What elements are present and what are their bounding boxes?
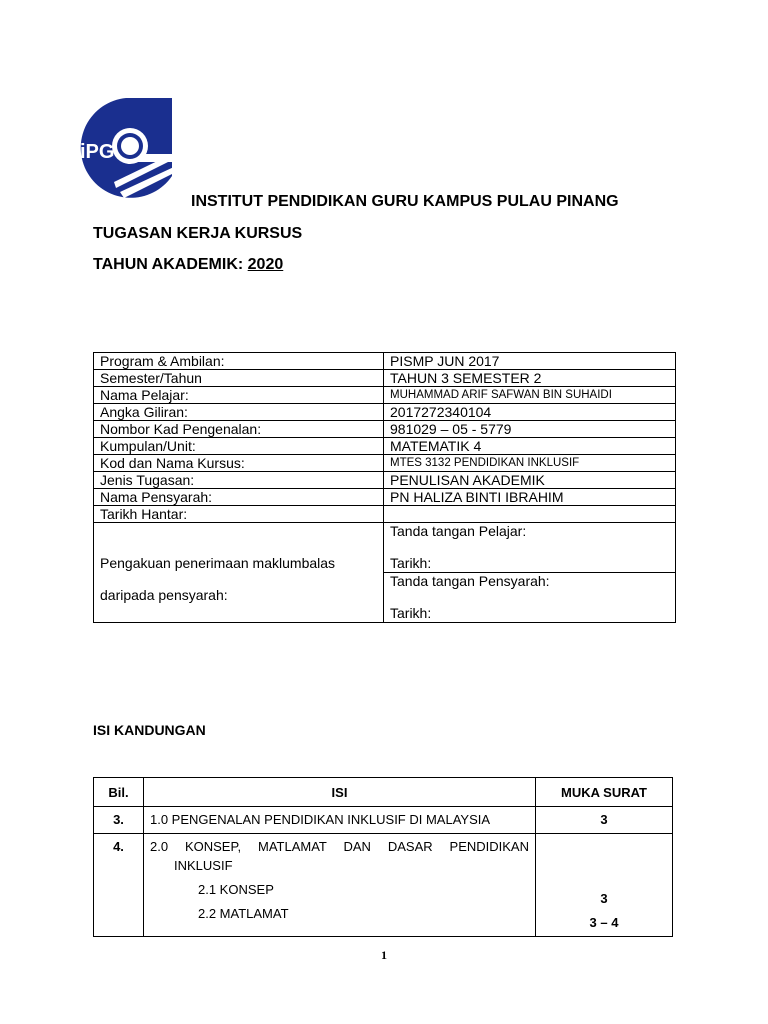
info-label: Kumpulan/Unit: — [94, 438, 384, 455]
info-label: Kod dan Nama Kursus: — [94, 455, 384, 472]
svg-text:iPG: iPG — [80, 141, 115, 163]
table-row — [94, 489, 676, 506]
header-bil: Bil. — [94, 778, 144, 807]
ack-line-2: daripada pensyarah: — [100, 587, 228, 603]
academic-year-label: TAHUN AKADEMIK: — [93, 256, 244, 273]
info-value: MATEMATIK 4 — [384, 438, 676, 455]
student-date-label: Tarikh: — [390, 555, 432, 571]
table-row — [94, 370, 676, 387]
info-value — [384, 506, 676, 523]
toc-ms — [536, 834, 673, 937]
page-number: 1 — [381, 948, 387, 962]
table-row — [94, 472, 676, 489]
table-row — [94, 455, 676, 472]
toc-isi-line2: INKLUSIF — [174, 858, 233, 873]
info-value: MUHAMMAD ARIF SAFWAN BIN SUHAIDI — [384, 387, 676, 404]
academic-year-value: 2020 — [247, 256, 284, 273]
toc-bil: 3. — [94, 807, 144, 834]
toc-isi — [144, 834, 536, 937]
info-label: Nama Pelajar: — [94, 387, 384, 404]
info-value: 2017272340104 — [384, 404, 676, 421]
toc-ms: 3 — [536, 807, 673, 834]
info-value: PN HALIZA BINTI IBRAHIM — [384, 489, 676, 506]
info-label: Semester/Tahun — [94, 370, 384, 387]
student-info-table — [93, 352, 676, 623]
toc-table — [93, 777, 673, 937]
table-row — [94, 438, 676, 455]
info-label: Program & Ambilan: — [94, 353, 384, 370]
info-value: MTES 3132 PENDIDIKAN INKLUSIF — [384, 455, 676, 472]
toc-ms-konsep: 3 — [600, 891, 608, 906]
acknowledgement-cell — [94, 523, 384, 623]
table-row — [94, 404, 676, 421]
info-label: Nombor Kad Pengenalan: — [94, 421, 384, 438]
lecturer-signature-cell — [384, 573, 676, 623]
info-label: Angka Giliran: — [94, 404, 384, 421]
table-row — [94, 807, 673, 834]
info-label: Tarikh Hantar: — [94, 506, 384, 523]
toc-isi: 1.0 PENGENALAN PENDIDIKAN INKLUSIF DI MALAYSIA — [144, 807, 536, 834]
header-isi: ISI — [144, 778, 536, 807]
ipg-logo — [76, 96, 176, 204]
toc-sub-matlamat: 2.2 MATLAMAT — [198, 906, 289, 921]
info-label: Nama Pensyarah: — [94, 489, 384, 506]
table-row — [94, 506, 676, 523]
info-value: PENULISAN AKADEMIK — [384, 472, 676, 489]
info-value: TAHUN 3 SEMESTER 2 — [384, 370, 676, 387]
lecturer-signature-label: Tanda tangan Pensyarah: — [390, 573, 550, 589]
student-signature-cell — [384, 523, 676, 573]
table-row — [94, 353, 676, 370]
toc-bil: 4. — [94, 834, 144, 937]
table-row — [94, 421, 676, 438]
toc-ms-matlamat: 3 – 4 — [589, 915, 619, 930]
toc-sub-konsep: 2.1 KONSEP — [198, 882, 274, 897]
toc-isi-line1: 2.0 KONSEP, MATLAMAT DAN DASAR PENDIDIKAN — [150, 839, 529, 854]
lecturer-date-label: Tarikh: — [390, 605, 432, 621]
info-value: 981029 – 05 - 5779 — [384, 421, 676, 438]
table-row — [94, 387, 676, 404]
table-row — [94, 834, 673, 937]
info-label: Jenis Tugasan: — [94, 472, 384, 489]
header-ms: MUKA SURAT — [536, 778, 673, 807]
assignment-title: TUGASAN KERJA KURSUS — [93, 225, 303, 242]
table-header-row — [94, 778, 673, 807]
student-signature-label: Tanda tangan Pelajar: — [390, 523, 527, 539]
info-value: PISMP JUN 2017 — [384, 353, 676, 370]
academic-year — [93, 256, 283, 274]
table-row — [94, 523, 676, 573]
toc-title: ISI KANDUNGAN — [93, 722, 206, 738]
institute-title: INSTITUT PENDIDIKAN GURU KAMPUS PULAU PINANG — [191, 193, 619, 210]
ack-line-1: Pengakuan penerimaan maklumbalas — [100, 555, 336, 571]
